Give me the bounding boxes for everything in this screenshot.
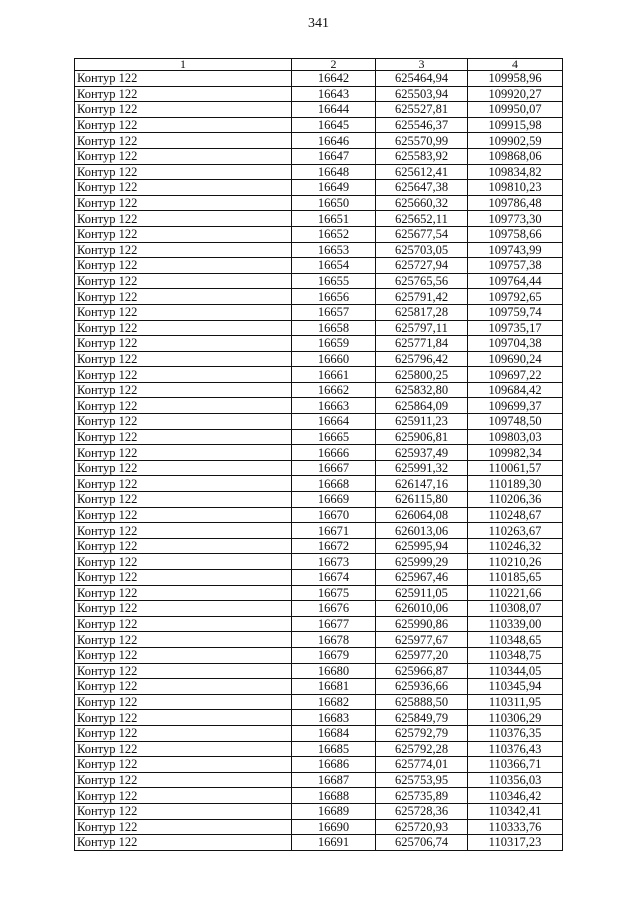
x-coordinate-cell: 626013,06 [376, 523, 468, 539]
point-number-cell: 16688 [292, 788, 376, 804]
column-header-4: 4 [468, 59, 563, 71]
point-number-cell: 16681 [292, 679, 376, 695]
table-row [75, 570, 563, 586]
table-row [75, 554, 563, 570]
point-number-cell: 16643 [292, 86, 376, 102]
contour-name-cell: Контур 122 [75, 180, 292, 196]
point-number-cell: 16675 [292, 585, 376, 601]
x-coordinate-cell: 625967,46 [376, 570, 468, 586]
table-row [75, 133, 563, 149]
point-number-cell: 16685 [292, 741, 376, 757]
contour-name-cell: Контур 122 [75, 647, 292, 663]
y-coordinate-cell: 109704,38 [468, 336, 563, 352]
x-coordinate-cell: 625977,67 [376, 632, 468, 648]
y-coordinate-cell: 109803,03 [468, 429, 563, 445]
column-header-1: 1 [75, 59, 292, 71]
contour-name-cell: Контур 122 [75, 164, 292, 180]
y-coordinate-cell: 110221,66 [468, 585, 563, 601]
point-number-cell: 16656 [292, 289, 376, 305]
table-row [75, 694, 563, 710]
point-number-cell: 16679 [292, 647, 376, 663]
y-coordinate-cell: 110366,71 [468, 757, 563, 773]
y-coordinate-cell: 109792,65 [468, 289, 563, 305]
x-coordinate-cell: 625706,74 [376, 835, 468, 851]
contour-name-cell: Контур 122 [75, 632, 292, 648]
table-row [75, 351, 563, 367]
table-row [75, 460, 563, 476]
contour-name-cell: Контур 122 [75, 445, 292, 461]
y-coordinate-cell: 109697,22 [468, 367, 563, 383]
table-row [75, 180, 563, 196]
contour-name-cell: Контур 122 [75, 273, 292, 289]
point-number-cell: 16657 [292, 304, 376, 320]
y-coordinate-cell: 110342,41 [468, 803, 563, 819]
point-number-cell: 16642 [292, 71, 376, 87]
table-row [75, 772, 563, 788]
point-number-cell: 16655 [292, 273, 376, 289]
y-coordinate-cell: 109773,30 [468, 211, 563, 227]
point-number-cell: 16672 [292, 538, 376, 554]
y-coordinate-cell: 110210,26 [468, 554, 563, 570]
y-coordinate-cell: 109950,07 [468, 102, 563, 118]
table-row [75, 336, 563, 352]
y-coordinate-cell: 109810,23 [468, 180, 563, 196]
x-coordinate-cell: 625792,79 [376, 725, 468, 741]
contour-name-cell: Контур 122 [75, 570, 292, 586]
y-coordinate-cell: 110345,94 [468, 679, 563, 695]
table-body [75, 71, 563, 851]
point-number-cell: 16691 [292, 835, 376, 851]
x-coordinate-cell: 625995,94 [376, 538, 468, 554]
contour-name-cell: Контур 122 [75, 195, 292, 211]
table-row [75, 164, 563, 180]
column-header-3: 3 [376, 59, 468, 71]
x-coordinate-cell: 625977,20 [376, 647, 468, 663]
point-number-cell: 16677 [292, 616, 376, 632]
point-number-cell: 16667 [292, 460, 376, 476]
y-coordinate-cell: 110061,57 [468, 460, 563, 476]
x-coordinate-cell: 625728,36 [376, 803, 468, 819]
y-coordinate-cell: 110263,67 [468, 523, 563, 539]
y-coordinate-cell: 109735,17 [468, 320, 563, 336]
x-coordinate-cell: 625936,66 [376, 679, 468, 695]
y-coordinate-cell: 110189,30 [468, 476, 563, 492]
point-number-cell: 16673 [292, 554, 376, 570]
table-row [75, 647, 563, 663]
contour-name-cell: Контур 122 [75, 507, 292, 523]
table-row [75, 585, 563, 601]
table-row [75, 492, 563, 508]
y-coordinate-cell: 110185,65 [468, 570, 563, 586]
y-coordinate-cell: 110308,07 [468, 601, 563, 617]
x-coordinate-cell: 625727,94 [376, 258, 468, 274]
table-row [75, 601, 563, 617]
x-coordinate-cell: 625771,84 [376, 336, 468, 352]
table-row [75, 663, 563, 679]
x-coordinate-cell: 625791,42 [376, 289, 468, 305]
table-row [75, 148, 563, 164]
y-coordinate-cell: 109868,06 [468, 148, 563, 164]
y-coordinate-cell: 109684,42 [468, 382, 563, 398]
x-coordinate-cell: 625647,38 [376, 180, 468, 196]
point-number-cell: 16653 [292, 242, 376, 258]
point-number-cell: 16649 [292, 180, 376, 196]
column-header-2: 2 [292, 59, 376, 71]
point-number-cell: 16671 [292, 523, 376, 539]
x-coordinate-cell: 625906,81 [376, 429, 468, 445]
table-row [75, 476, 563, 492]
point-number-cell: 16668 [292, 476, 376, 492]
x-coordinate-cell: 625937,49 [376, 445, 468, 461]
contour-name-cell: Контур 122 [75, 117, 292, 133]
contour-name-cell: Контур 122 [75, 803, 292, 819]
contour-name-cell: Контур 122 [75, 694, 292, 710]
table-row [75, 86, 563, 102]
x-coordinate-cell: 625583,92 [376, 148, 468, 164]
y-coordinate-cell: 110376,35 [468, 725, 563, 741]
x-coordinate-cell: 625546,37 [376, 117, 468, 133]
contour-name-cell: Контур 122 [75, 725, 292, 741]
table-row [75, 320, 563, 336]
contour-name-cell: Контур 122 [75, 414, 292, 430]
table-row [75, 398, 563, 414]
table-row [75, 788, 563, 804]
table-row [75, 710, 563, 726]
table-row [75, 538, 563, 554]
y-coordinate-cell: 110246,32 [468, 538, 563, 554]
table-row [75, 507, 563, 523]
table-row [75, 242, 563, 258]
table-row [75, 679, 563, 695]
point-number-cell: 16654 [292, 258, 376, 274]
x-coordinate-cell: 626010,06 [376, 601, 468, 617]
x-coordinate-cell: 625817,28 [376, 304, 468, 320]
y-coordinate-cell: 109982,34 [468, 445, 563, 461]
x-coordinate-cell: 625735,89 [376, 788, 468, 804]
y-coordinate-cell: 110348,65 [468, 632, 563, 648]
contour-name-cell: Контур 122 [75, 757, 292, 773]
point-number-cell: 16660 [292, 351, 376, 367]
table-row [75, 632, 563, 648]
x-coordinate-cell: 625503,94 [376, 86, 468, 102]
y-coordinate-cell: 109690,24 [468, 351, 563, 367]
y-coordinate-cell: 109834,82 [468, 164, 563, 180]
contour-name-cell: Контур 122 [75, 679, 292, 695]
table-row [75, 803, 563, 819]
coordinates-table [74, 58, 563, 851]
table-row [75, 414, 563, 430]
point-number-cell: 16651 [292, 211, 376, 227]
contour-name-cell: Контур 122 [75, 133, 292, 149]
y-coordinate-cell: 109958,96 [468, 71, 563, 87]
x-coordinate-cell: 625864,09 [376, 398, 468, 414]
point-number-cell: 16676 [292, 601, 376, 617]
x-coordinate-cell: 625652,11 [376, 211, 468, 227]
point-number-cell: 16689 [292, 803, 376, 819]
point-number-cell: 16648 [292, 164, 376, 180]
y-coordinate-cell: 110248,67 [468, 507, 563, 523]
contour-name-cell: Контур 122 [75, 86, 292, 102]
contour-name-cell: Контур 122 [75, 226, 292, 242]
contour-name-cell: Контур 122 [75, 585, 292, 601]
x-coordinate-cell: 625703,05 [376, 242, 468, 258]
y-coordinate-cell: 110333,76 [468, 819, 563, 835]
table-row [75, 445, 563, 461]
contour-name-cell: Контур 122 [75, 289, 292, 305]
contour-name-cell: Контур 122 [75, 304, 292, 320]
contour-name-cell: Контур 122 [75, 242, 292, 258]
point-number-cell: 16661 [292, 367, 376, 383]
point-number-cell: 16690 [292, 819, 376, 835]
table-row [75, 117, 563, 133]
y-coordinate-cell: 110306,29 [468, 710, 563, 726]
x-coordinate-cell: 625999,29 [376, 554, 468, 570]
point-number-cell: 16687 [292, 772, 376, 788]
y-coordinate-cell: 109915,98 [468, 117, 563, 133]
contour-name-cell: Контур 122 [75, 601, 292, 617]
y-coordinate-cell: 110339,00 [468, 616, 563, 632]
table-row [75, 211, 563, 227]
contour-name-cell: Контур 122 [75, 741, 292, 757]
x-coordinate-cell: 626115,80 [376, 492, 468, 508]
y-coordinate-cell: 109920,27 [468, 86, 563, 102]
x-coordinate-cell: 625792,28 [376, 741, 468, 757]
y-coordinate-cell: 110344,05 [468, 663, 563, 679]
x-coordinate-cell: 625990,86 [376, 616, 468, 632]
contour-name-cell: Контур 122 [75, 538, 292, 554]
contour-name-cell: Контур 122 [75, 382, 292, 398]
x-coordinate-cell: 625753,95 [376, 772, 468, 788]
table-row [75, 382, 563, 398]
table-row [75, 819, 563, 835]
contour-name-cell: Контур 122 [75, 772, 292, 788]
point-number-cell: 16678 [292, 632, 376, 648]
x-coordinate-cell: 625991,32 [376, 460, 468, 476]
table-row [75, 616, 563, 632]
x-coordinate-cell: 625660,32 [376, 195, 468, 211]
contour-name-cell: Контур 122 [75, 476, 292, 492]
contour-name-cell: Контур 122 [75, 523, 292, 539]
table-row [75, 367, 563, 383]
x-coordinate-cell: 625911,05 [376, 585, 468, 601]
point-number-cell: 16664 [292, 414, 376, 430]
y-coordinate-cell: 110346,42 [468, 788, 563, 804]
y-coordinate-cell: 110348,75 [468, 647, 563, 663]
contour-name-cell: Контур 122 [75, 351, 292, 367]
x-coordinate-cell: 625849,79 [376, 710, 468, 726]
contour-name-cell: Контур 122 [75, 460, 292, 476]
point-number-cell: 16645 [292, 117, 376, 133]
contour-name-cell: Контур 122 [75, 102, 292, 118]
x-coordinate-cell: 625800,25 [376, 367, 468, 383]
point-number-cell: 16647 [292, 148, 376, 164]
x-coordinate-cell: 625966,87 [376, 663, 468, 679]
table-row [75, 835, 563, 851]
contour-name-cell: Контур 122 [75, 554, 292, 570]
table-row [75, 725, 563, 741]
point-number-cell: 16666 [292, 445, 376, 461]
contour-name-cell: Контур 122 [75, 398, 292, 414]
x-coordinate-cell: 625570,99 [376, 133, 468, 149]
contour-name-cell: Контур 122 [75, 663, 292, 679]
table-row [75, 304, 563, 320]
point-number-cell: 16646 [292, 133, 376, 149]
x-coordinate-cell: 626064,08 [376, 507, 468, 523]
x-coordinate-cell: 625797,11 [376, 320, 468, 336]
y-coordinate-cell: 109748,50 [468, 414, 563, 430]
point-number-cell: 16659 [292, 336, 376, 352]
table-row [75, 429, 563, 445]
contour-name-cell: Контур 122 [75, 211, 292, 227]
point-number-cell: 16669 [292, 492, 376, 508]
contour-name-cell: Контур 122 [75, 492, 292, 508]
y-coordinate-cell: 110376,43 [468, 741, 563, 757]
contour-name-cell: Контур 122 [75, 835, 292, 851]
contour-name-cell: Контур 122 [75, 710, 292, 726]
y-coordinate-cell: 110317,23 [468, 835, 563, 851]
contour-name-cell: Контур 122 [75, 336, 292, 352]
x-coordinate-cell: 625677,54 [376, 226, 468, 242]
point-number-cell: 16683 [292, 710, 376, 726]
y-coordinate-cell: 109759,74 [468, 304, 563, 320]
contour-name-cell: Контур 122 [75, 148, 292, 164]
point-number-cell: 16658 [292, 320, 376, 336]
y-coordinate-cell: 110311,95 [468, 694, 563, 710]
table-row [75, 71, 563, 87]
y-coordinate-cell: 109786,48 [468, 195, 563, 211]
table-row [75, 757, 563, 773]
y-coordinate-cell: 109699,37 [468, 398, 563, 414]
contour-name-cell: Контур 122 [75, 788, 292, 804]
point-number-cell: 16663 [292, 398, 376, 414]
x-coordinate-cell: 625911,23 [376, 414, 468, 430]
point-number-cell: 16684 [292, 725, 376, 741]
x-coordinate-cell: 625765,56 [376, 273, 468, 289]
x-coordinate-cell: 626147,16 [376, 476, 468, 492]
x-coordinate-cell: 625612,41 [376, 164, 468, 180]
point-number-cell: 16650 [292, 195, 376, 211]
y-coordinate-cell: 109902,59 [468, 133, 563, 149]
point-number-cell: 16682 [292, 694, 376, 710]
point-number-cell: 16665 [292, 429, 376, 445]
x-coordinate-cell: 625796,42 [376, 351, 468, 367]
table-row [75, 741, 563, 757]
point-number-cell: 16686 [292, 757, 376, 773]
x-coordinate-cell: 625527,81 [376, 102, 468, 118]
page-number: 341 [308, 16, 329, 31]
table-row [75, 195, 563, 211]
contour-name-cell: Контур 122 [75, 429, 292, 445]
table-row [75, 523, 563, 539]
point-number-cell: 16652 [292, 226, 376, 242]
contour-name-cell: Контур 122 [75, 71, 292, 87]
y-coordinate-cell: 109764,44 [468, 273, 563, 289]
table-row [75, 273, 563, 289]
y-coordinate-cell: 110206,36 [468, 492, 563, 508]
x-coordinate-cell: 625888,50 [376, 694, 468, 710]
point-number-cell: 16674 [292, 570, 376, 586]
contour-name-cell: Контур 122 [75, 819, 292, 835]
contour-name-cell: Контур 122 [75, 367, 292, 383]
y-coordinate-cell: 109758,66 [468, 226, 563, 242]
table-row [75, 102, 563, 118]
table-header-row [75, 59, 563, 71]
y-coordinate-cell: 109743,99 [468, 242, 563, 258]
x-coordinate-cell: 625832,80 [376, 382, 468, 398]
table-row [75, 258, 563, 274]
x-coordinate-cell: 625774,01 [376, 757, 468, 773]
y-coordinate-cell: 110356,03 [468, 772, 563, 788]
point-number-cell: 16680 [292, 663, 376, 679]
y-coordinate-cell: 109757,38 [468, 258, 563, 274]
contour-name-cell: Контур 122 [75, 616, 292, 632]
point-number-cell: 16662 [292, 382, 376, 398]
point-number-cell: 16644 [292, 102, 376, 118]
contour-name-cell: Контур 122 [75, 320, 292, 336]
x-coordinate-cell: 625464,94 [376, 71, 468, 87]
contour-name-cell: Контур 122 [75, 258, 292, 274]
table-row [75, 226, 563, 242]
x-coordinate-cell: 625720,93 [376, 819, 468, 835]
table-row [75, 289, 563, 305]
point-number-cell: 16670 [292, 507, 376, 523]
